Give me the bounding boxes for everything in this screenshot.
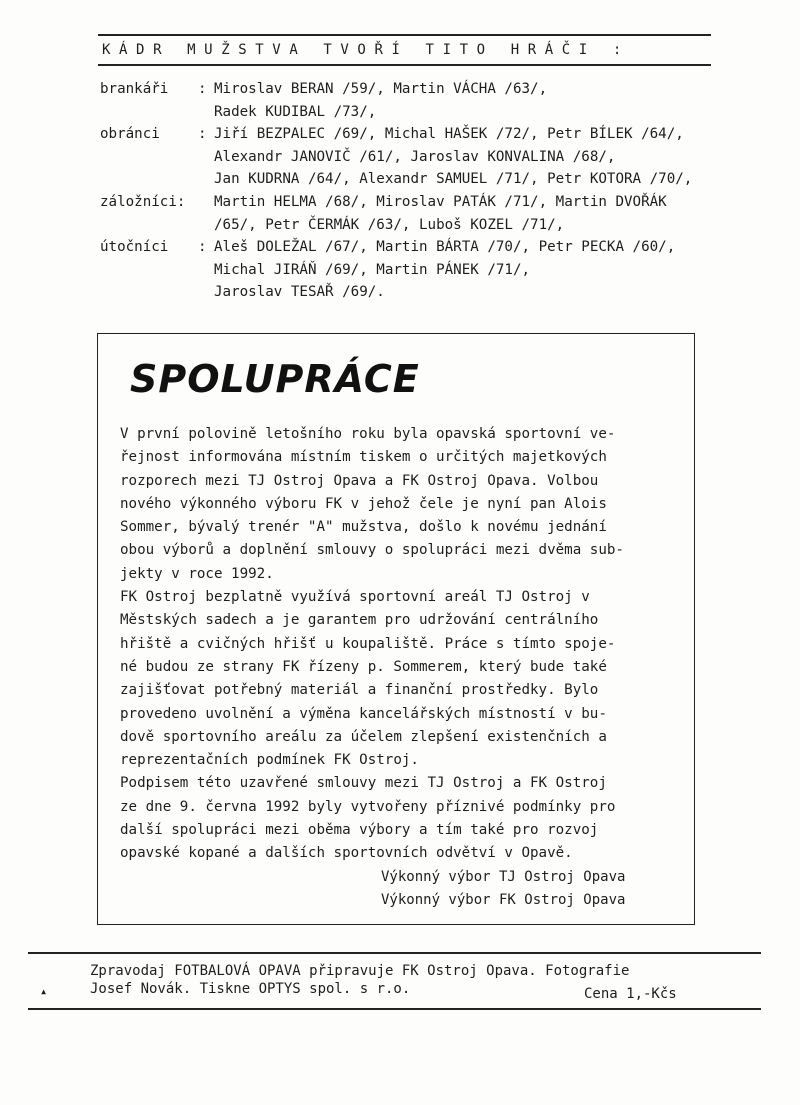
roster-names [214,123,692,191]
article-line: Městských sadech a je garantem pro udržování centrálního [120,612,599,629]
roster-colon: : [198,126,207,143]
imprint [90,962,629,998]
squad-heading: KÁDR MUŽSTVA TVOŘÍ TITO HRÁČI : [102,42,630,58]
registration-mark: ▴ [40,984,48,998]
article-line: reprezentačních podmínek FK Ostroj. [120,752,419,769]
roster-group-goalkeepers [100,78,692,123]
article-body [120,423,680,866]
article-line: další spolupráci mezi oběma výbory a tím také pro rozvoj [120,822,599,839]
roster-role-label: záložníci: [100,193,186,210]
roster-group-forwards [100,236,692,304]
article-line: Podpisem této uzavřené smlouvy mezi TJ Ostroj a FK Ostroj [120,775,607,792]
price-label: Cena 1,-Kčs [584,986,677,1002]
imprint-line: Josef Novák. Tiskne OPTYS spol. s r.o. [90,981,411,997]
roster-line: Jaroslav TESAŘ /69/. [214,284,385,301]
roster-colon: : [198,239,207,256]
article-line: ze dne 9. června 1992 byly vytvořeny příznivé podmínky pro [120,798,616,815]
article-line: hřiště a cvičných hřišť u koupaliště. Práce s tímto spoje- [120,635,616,652]
article-line: provedeno uvolnění a výměna kancelářských místností v bu- [120,705,607,722]
roster-line: Jiří BEZPALEC /69/, Michal HAŠEK /72/, Petr BÍLEK /64/, [214,126,684,143]
roster-colon: : [198,81,207,97]
article-line: zajišťovat potřebný materiál a finanční prostředky. Bylo [120,682,599,699]
roster-line: Miroslav BERAN /59/, Martin VÁCHA /63/, [214,81,548,97]
roster-names [214,78,547,123]
article-line: řejnost informována místním tiskem o určitých majetkových [120,449,607,466]
article-line: rozporech mezi TJ Ostroj Opava a FK Ostroj Opava. Volbou [120,472,599,489]
signature-line: Výkonný výbor TJ Ostroj Opava [381,869,626,885]
roster-line: Radek KUDIBAL /73/, [214,103,377,120]
roster-line: Jan KUDRNA /64/, Alexandr SAMUEL /71/, Petr KOTORA /70/, [214,171,693,188]
article-line: FK Ostroj bezplatně využívá sportovní areál TJ Ostroj v [120,589,590,606]
article-title: SPOLUPRÁCE [130,357,420,401]
roster-line: Aleš DOLEŽAL /67/, Martin BÁRTA /70/, Petr PECKA /60/, [214,239,676,256]
roster-line: Michal JIRÁŇ /69/, Martin PÁNEK /71/, [214,261,531,278]
roster-line: Alexandr JANOVIČ /61/, Jaroslav KONVALINA /68/, [214,148,616,165]
imprint-line: Zpravodaj FOTBALOVÁ OPAVA připravuje FK Ostroj Opava. Fotografie [90,963,630,979]
article-signatures [381,866,625,912]
article-line: obou výborů a doplnění smlouvy o spolupráci mezi dvěma sub- [120,542,624,559]
roster-names [214,236,675,304]
roster-names [214,191,667,236]
signature-line: Výkonný výbor FK Ostroj Opava [381,892,626,908]
header-top-rule [98,34,711,36]
article-line: opavské kopané a dalších sportovních odvětví v Opavě. [120,845,573,862]
roster-role-label: útočníci [100,239,169,256]
roster-line: /65/, Petr ČERMÁK /63/, Luboš KOZEL /71/, [214,216,565,233]
roster-line: Martin HELMA /68/, Miroslav PATÁK /71/, Martin DVOŘÁK [214,193,667,210]
footer-bottom-rule [28,1008,761,1010]
article-line: nového výkonného výboru FK v jehož čele je nyní pan Alois [120,495,607,512]
article-line: né budou ze strany FK řízeny p. Sommerem, který bude také [120,658,607,675]
squad-roster [100,78,692,304]
article-line: Sommer, bývalý trenér "A" mužstva, došlo k novému jednání [120,519,607,536]
roster-group-midfielders [100,191,692,236]
footer-top-rule [28,952,761,954]
roster-colon [198,191,214,236]
roster-role-label: obránci [100,126,160,143]
roster-role-label: brankáři [100,81,169,97]
article-line: jekty v roce 1992. [120,565,274,582]
article-line: V první polovině letošního roku byla opavská sportovní ve- [120,426,616,442]
roster-group-defenders [100,123,692,191]
header-bottom-rule [98,64,711,66]
article-line: dově sportovního areálu za účelem zlepšení existenčních a [120,728,607,745]
